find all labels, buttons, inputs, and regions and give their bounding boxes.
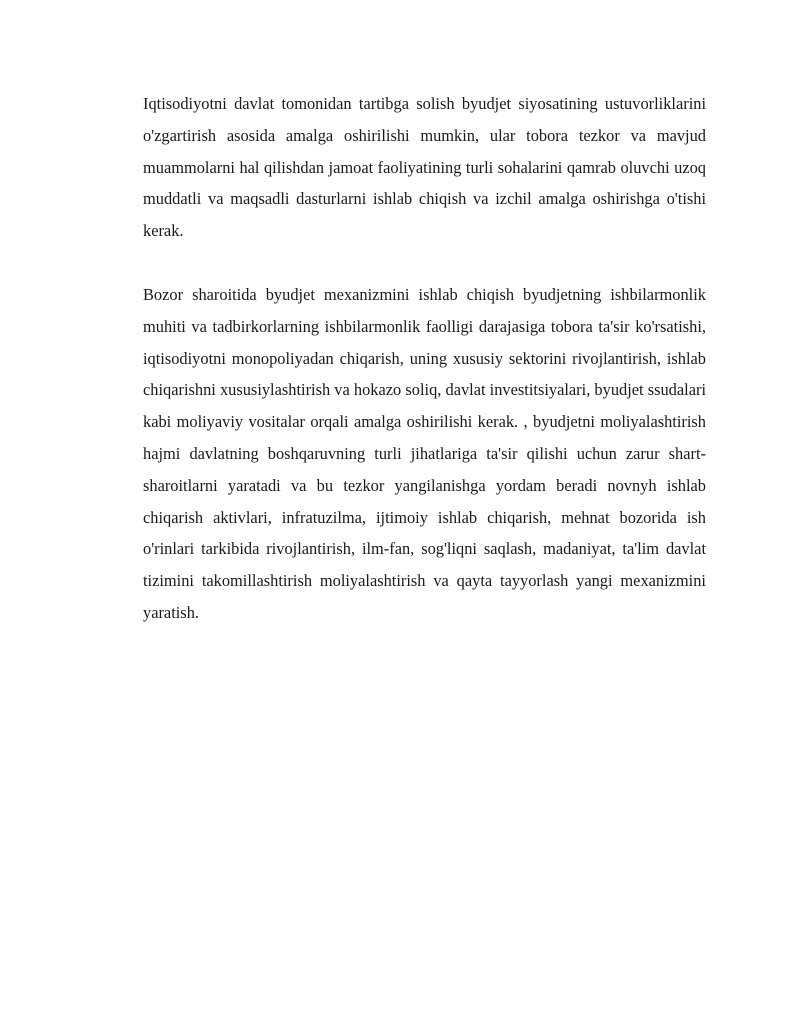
paragraph-1: Iqtisodiyotni davlat tomonidan tartibga solish byudjet siyosatining ustuvorliklarini o'zgartirish asosida amalga oshirilishi mumkin, ular tobora tezkor va mavjud muammolarni hal qilishdan jamoat faoliyatining turli sohalarini qamrab oluvchi uzoq muddatli va maqsadli dasturlarni ishlab chiqish va izchil amalga oshirishga o'tishi kerak. <box>143 94 706 241</box>
paragraph-2: Bozor sharoitida byudjet mexanizmini ishlab chiqish byudjetning ishbilarmonlik muhiti va tadbirkorlarning ishbilarmonlik faolligi darajasiga tobora ta'sir ko'rsatishi, iqtisodiyotni monopoliyadan chiqarish, uning xususiy sektorini rivojlantirish, ishlab chiqarishni xususiylashtirish va hokazo soliq, davlat investitsiyalari, byudjet ssudalari kabi moliyaviy vositalar orqali amalga oshirilishi kerak. , byudjetni moliyalashtirish hajmi davlatning boshqaruvning turli jihatlariga ta'sir qilishi uchun zarur shart-sharoitlarni yaratadi va bu tezkor yangilanishga yordam beradi novnyh ishlab chiqarish aktivlari, infratuzilma, ijtimoiy ishlab chiqarish, mehnat bozorida ish o'rinlari tarkibida rivojlantirish, ilm-fan, sog'liqni saqlash, madaniyat, ta'lim davlat tizimini takomillashtirish moliyalashtirish va qayta tayyorlash yangi mexanizmini yaratish. <box>143 285 706 622</box>
